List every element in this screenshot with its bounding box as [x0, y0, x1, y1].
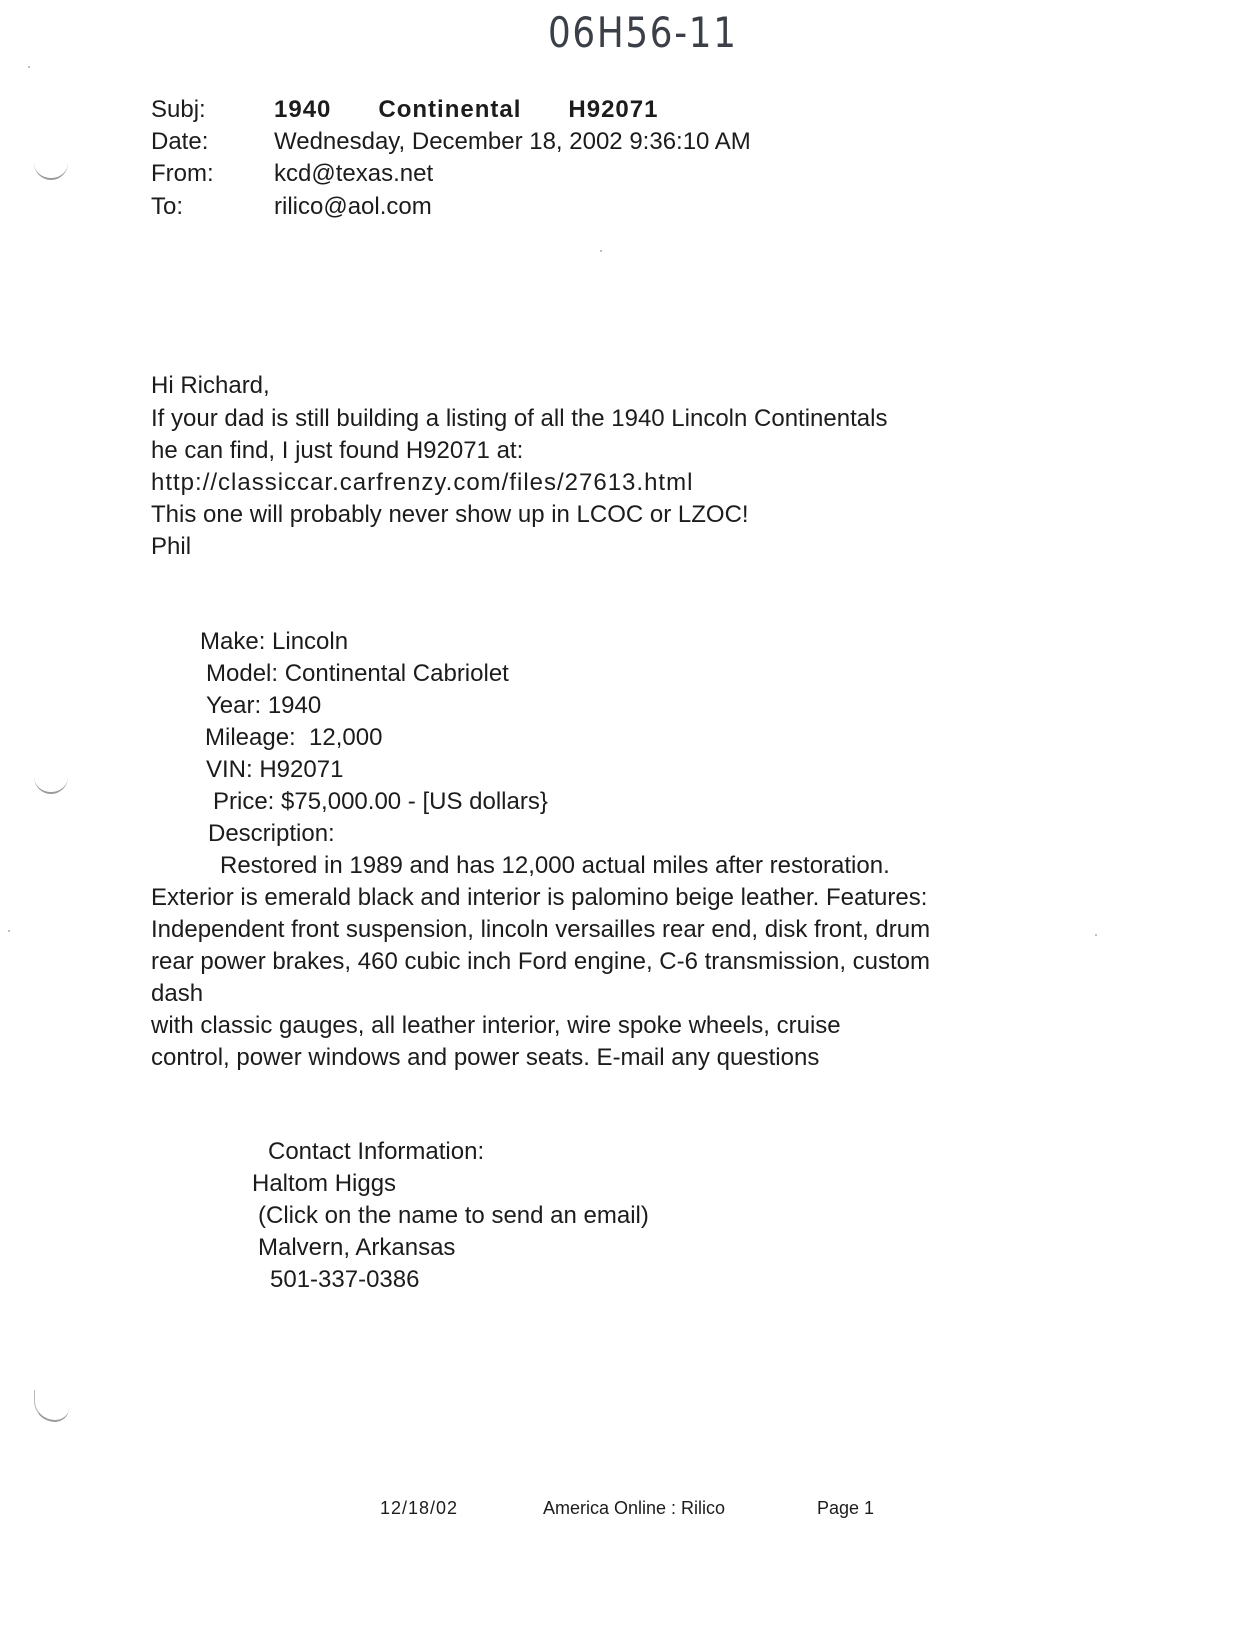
scan-speck	[8, 930, 10, 932]
description-line: Exterior is emerald black and interior is palomino beige leather. Features:	[151, 884, 928, 911]
message-line: This one will probably never show up in LCOC or LZOC!	[151, 501, 749, 528]
listing-mileage: Mileage: 12,000	[205, 724, 383, 751]
scan-speck	[1095, 934, 1097, 936]
description-line: rear power brakes, 460 cubic inch Ford engine, C-6 transmission, custom	[151, 948, 931, 975]
punch-hole-mark	[34, 770, 68, 794]
description-line: dash	[151, 980, 204, 1007]
message-line: he can find, I just found H92071 at:	[151, 437, 524, 464]
date-label: Date:	[151, 128, 209, 155]
punch-hole-mark	[34, 1390, 69, 1422]
contact-note: (Click on the name to send an email)	[258, 1202, 649, 1229]
subject-label: Subj:	[151, 96, 206, 123]
handwritten-annotation: 06H56-11	[548, 8, 738, 57]
listing-vin: VIN: H92071	[206, 756, 344, 783]
description-line: Independent front suspension, lincoln versailles rear end, disk front, drum	[151, 916, 931, 943]
contact-location: Malvern, Arkansas	[258, 1234, 456, 1261]
to-label: To:	[151, 193, 184, 220]
greeting: Hi Richard,	[151, 372, 270, 399]
description-label: Description:	[208, 820, 335, 847]
listing-model: Model: Continental Cabriolet	[206, 660, 509, 687]
footer-source: America Online : Rilico	[543, 1498, 726, 1518]
description-line: control, power windows and power seats. E-mail any questions	[151, 1044, 820, 1071]
contact-name: Haltom Higgs	[252, 1170, 397, 1197]
scan-speck	[28, 66, 30, 68]
footer-date: 12/18/02	[380, 1498, 459, 1518]
message-line: If your dad is still building a listing of all the 1940 Lincoln Continentals	[151, 405, 888, 432]
description-line: with classic gauges, all leather interior, wire spoke wheels, cruise	[151, 1012, 841, 1039]
listing-year: Year: 1940	[206, 692, 322, 719]
date-value: Wednesday, December 18, 2002 9:36:10 AM	[274, 128, 751, 155]
listing-url: http://classiccar.carfrenzy.com/files/27613.html	[151, 469, 694, 496]
listing-price: Price: $75,000.00 - [US dollars}	[213, 788, 548, 815]
footer-page-number: Page 1	[817, 1498, 875, 1518]
description-line: Restored in 1989 and has 12,000 actual miles after restoration.	[220, 852, 890, 879]
subject-value: 1940 Continental H92071	[274, 96, 659, 123]
signature: Phil	[151, 533, 192, 560]
contact-heading: Contact Information:	[268, 1138, 485, 1165]
scan-speck	[600, 250, 602, 252]
to-value: rilico@aol.com	[274, 193, 432, 220]
punch-hole-mark	[34, 156, 68, 180]
contact-phone: 501-337-0386	[270, 1266, 420, 1293]
listing-make: Make: Lincoln	[200, 628, 349, 655]
from-label: From:	[151, 160, 214, 187]
from-value: kcd@texas.net	[274, 160, 434, 187]
